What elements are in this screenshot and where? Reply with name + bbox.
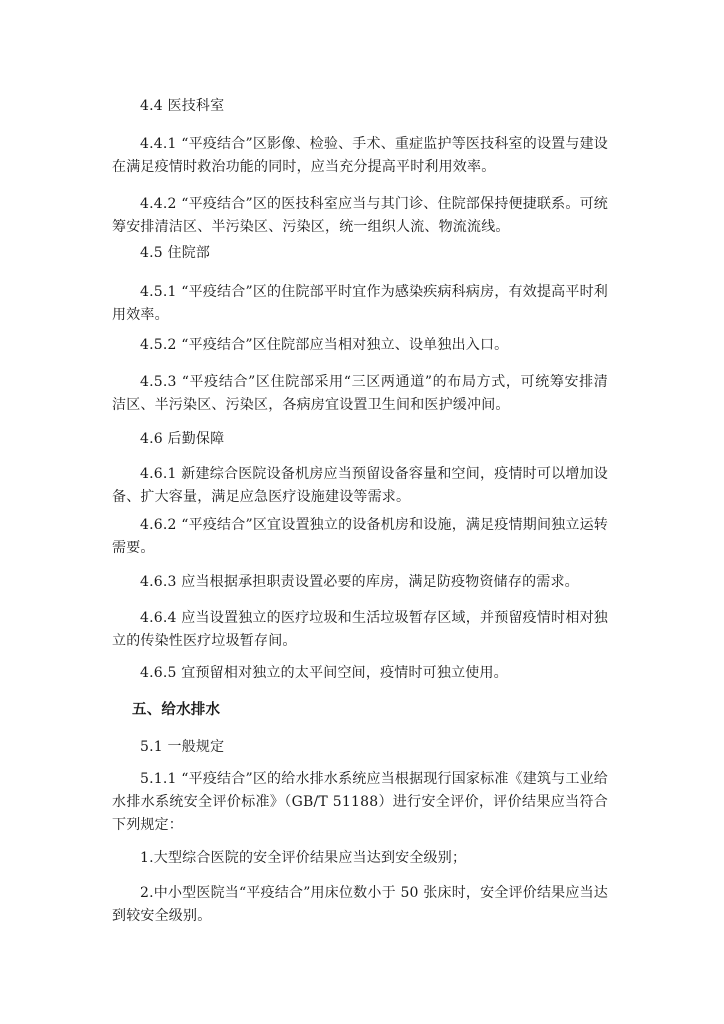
paragraph-4-6-4: 4.6.4 应当设置独立的医疗垃圾和生活垃圾暂存区域，并预留疫情时相对独立的传染性医疗垃圾暂存间。: [112, 610, 608, 649]
list-item-2: 2.中小型医院当“平疫结合”用床位数小于 50 张床时，安全评价结果应当达到较安全级别。: [112, 885, 608, 924]
paragraph-4-4-2: 4.4.2 “平疫结合”区的医技科室应当与其门诊、住院部保持便捷联系。可统筹安排清洁区、半污染区、污染区，统一组织人流、物流流线。: [112, 196, 608, 235]
paragraph-4-5-3: 4.5.3 “平疫结合”区住院部采用“三区两通道”的布局方式，可统筹安排清洁区、半污染区、污染区，各病房宜设置卫生间和医护缓冲间。: [112, 374, 608, 413]
section-heading-4-6: 4.6 后勤保障: [140, 431, 225, 447]
section-heading-5-1: 5.1 一般规定: [140, 739, 225, 755]
chapter-heading-5: 五、给水排水: [132, 702, 221, 718]
paragraph-4-4-1: 4.4.1 “平疫结合”区影像、检验、手术、重症监护等医技科室的设置与建设在满足疫情时救治功能的同时，应当充分提高平时利用效率。: [112, 136, 608, 175]
paragraph-4-6-2: 4.6.2 “平疫结合”区宜设置独立的设备机房和设施，满足疫情期间独立运转需要。: [112, 517, 608, 556]
section-heading-4-5: 4.5 住院部: [140, 245, 211, 261]
list-item-1: 1.大型综合医院的安全评价结果应当达到安全级别；: [140, 850, 467, 866]
paragraph-5-1-1: 5.1.1 “平疫结合”区的给水排水系统应当根据现行国家标准《建筑与工业给水排水系统安全评价标准》（GB/T 51188）进行安全评价，评价结果应当符合下列规定：: [112, 771, 608, 833]
paragraph-4-6-3: 4.6.3 应当根据承担职责设置必要的库房，满足防疫物资储存的需求。: [140, 574, 579, 590]
section-heading-4-4: 4.4 医技科室: [140, 98, 225, 114]
paragraph-4-6-1: 4.6.1 新建综合医院设备机房应当预留设备容量和空间，疫情时可以增加设备、扩大容量，满足应急医疗设施建设等需求。: [112, 466, 608, 505]
paragraph-4-5-2: 4.5.2 “平疫结合”区住院部应当相对独立、设单独出入口。: [140, 337, 509, 353]
paragraph-4-6-5: 4.6.5 宜预留相对独立的太平间空间，疫情时可独立使用。: [140, 665, 508, 681]
paragraph-4-5-1: 4.5.1 “平疫结合”区的住院部平时宜作为感染疾病科病房，有效提高平时利用效率。: [112, 284, 608, 323]
